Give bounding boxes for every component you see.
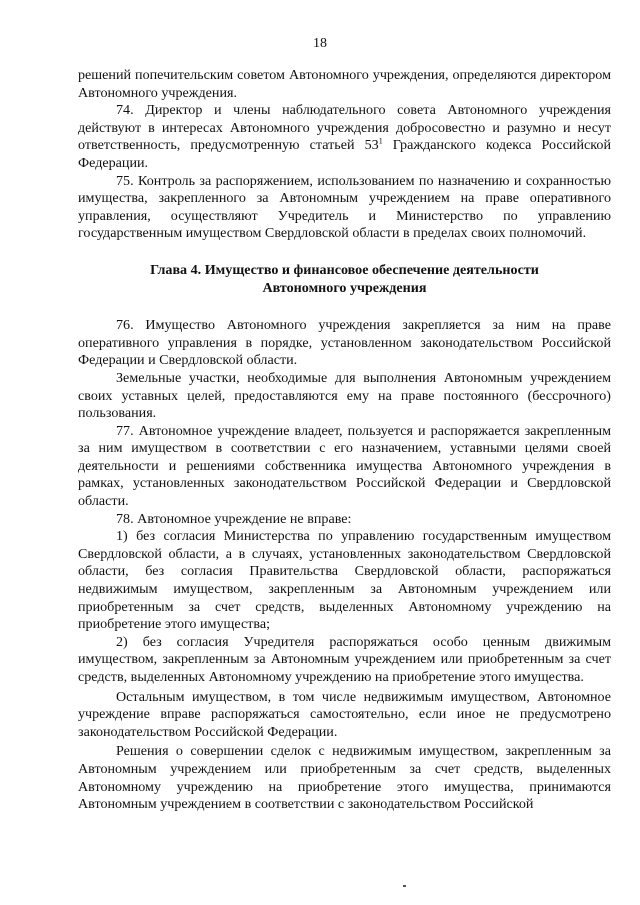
page-number: 18 bbox=[313, 36, 327, 51]
chapter-heading bbox=[78, 262, 611, 297]
list-item-1: 1) без согласия Министерства по управлению государственным имуществом Свердловской области, а в случаях, установленных законодательством Свердловской области, без согласия Правительства Свердловской области, распоряжаться недвижимым имуществом, закрепленным за Автономным учреждением или приобретенным за счет средств, выделенных Автономному учреждению на приобретение этого имущества; bbox=[78, 528, 611, 633]
paragraph-78: 78. Автономное учреждение не вправе: bbox=[116, 510, 352, 527]
paragraph-77: 77. Автономное учреждение владеет, пользуется и распоряжается закрепленным за ним имуществом в соответствии с его назначением, уставными целями своей деятельности и решениями собственника имущества Автономного учреждения в рамках, установленных законодательством Российской Федерации и Свердловской области. bbox=[78, 422, 611, 510]
article-superscript: 1 bbox=[378, 136, 383, 146]
paragraph-74-text: 74. Директор и члены наблюдательного совета Автономного учреждения действуют в интересах Автономного учреждения добросовестно и разумно и несут ответственность, предусмотренную статьей 53 bbox=[78, 102, 611, 154]
chapter-title-line1: Глава 4. Имущество и финансовое обеспечение деятельности bbox=[150, 261, 539, 278]
paragraph-decisions: Решения о совершении сделок с недвижимым имуществом, закрепленным за Автономным учреждением или приобретенным за счет средств, выделенных Автономному учреждению на приобретение этого имущества, принимаются Автономным учреждением в соответствии с законодательством Российской bbox=[78, 743, 611, 813]
paragraph-75: 75. Контроль за распоряжением, использованием по назначению и сохранностью имущества, закрепленного за Автономным учреждением на праве оперативного управления, осуществляют Учредитель и Министерство по управлению государственным имуществом Свердловской области в пределах своих полномочий. bbox=[78, 172, 611, 242]
paragraph-land: Земельные участки, необходимые для выполнения Автономным учреждением своих уставных целей, предоставляются ему на праве постоянного (бессрочного) пользования. bbox=[78, 369, 611, 422]
paragraph-continuation: решений попечительским советом Автономного учреждения, определяются директором Автономного учреждения. bbox=[78, 67, 611, 101]
scan-mark bbox=[403, 885, 406, 887]
paragraph-74-tail: Гражданского кодекса Российской Федерации. bbox=[78, 137, 611, 171]
list-item-2: 2) без согласия Учредителя распоряжаться особо ценным движимым имуществом, закрепленным за Автономным учреждением или приобретенным за счет средств, выделенных Автономному учреждению на приобретение этого имущества. bbox=[78, 633, 611, 685]
document-body bbox=[78, 67, 611, 814]
paragraph-74 bbox=[78, 102, 611, 172]
chapter-title-line2: Автономного учреждения bbox=[262, 279, 427, 296]
paragraph-76: 76. Имущество Автономного учреждения закрепляется за ним на праве оперативного управления в порядке, установленном законодательством Российской Федерации и Свердловской области. bbox=[78, 317, 611, 369]
paragraph-other-property: Остальным имуществом, в том числе недвижимым имуществом, Автономное учреждение вправе распоряжаться самостоятельно, если иное не предусмотрено законодательством Российской Федерации. bbox=[78, 688, 611, 740]
